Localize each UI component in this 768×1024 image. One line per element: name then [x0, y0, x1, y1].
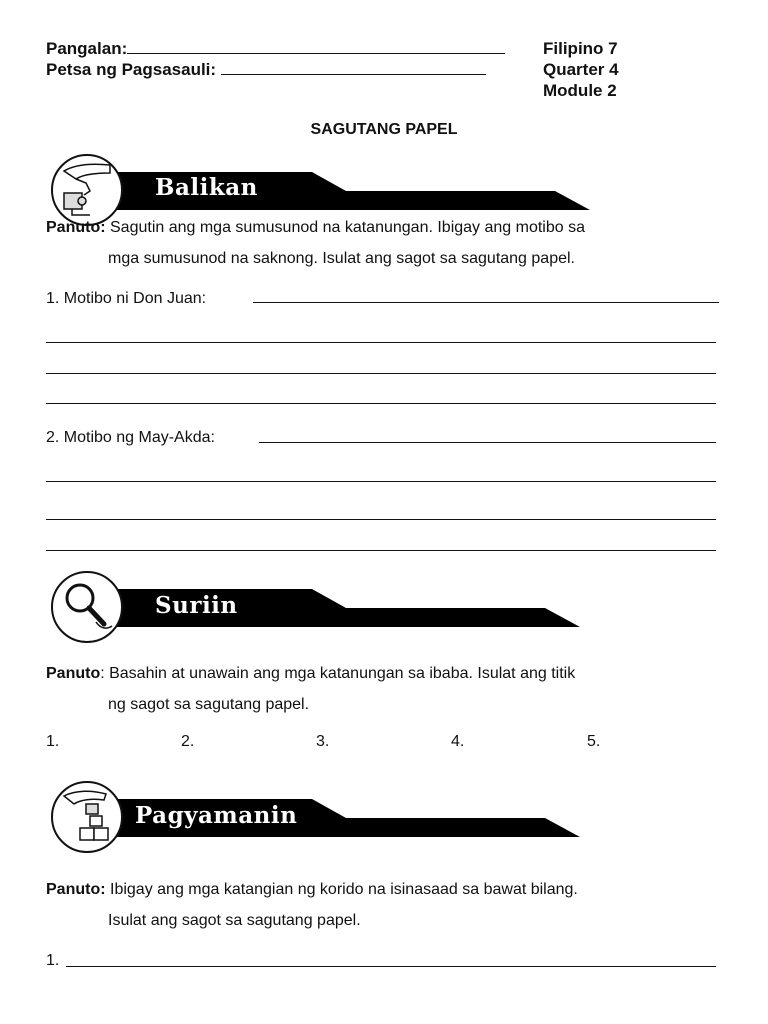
answer-numbers [0, 733, 768, 753]
balikan-q2 [46, 422, 215, 453]
answer-line[interactable] [46, 519, 716, 520]
answer-line[interactable] [46, 342, 716, 343]
pagyamanin-q1 [46, 945, 59, 976]
pagyamanin-heading: Pagyamanin [135, 802, 298, 829]
q1-label: 1. Motibo ni Don Juan: [46, 290, 207, 307]
answer-number: 5. [587, 733, 601, 750]
panuto-text-2: ng sagot sa sagutang papel. [108, 696, 310, 713]
balikan-heading: Balikan [155, 174, 258, 201]
date-field[interactable] [46, 59, 486, 80]
answer-number: 1. [46, 733, 60, 750]
date-label: Petsa ng Pagsasauli: [46, 60, 217, 79]
name-label: Pangalan: [46, 39, 128, 58]
balikan-instructions [46, 212, 726, 274]
pagyamanin-banner [50, 780, 590, 856]
date-blank[interactable] [221, 59, 486, 75]
subject-label: Filipino 7 [543, 39, 618, 58]
answer-number: 3. [316, 733, 330, 750]
answer-line[interactable] [46, 403, 716, 404]
panuto-text-1: Ibigay ang mga katangian ng korido na isinasaad sa bawat bilang. [110, 881, 578, 898]
panuto-text-1: : Basahin at unawain ang mga katanungan sa ibaba. Isulat ang titik [100, 665, 576, 682]
panuto-label: Panuto: [46, 219, 106, 236]
name-blank[interactable] [127, 38, 505, 54]
answer-line[interactable] [46, 481, 716, 482]
panuto-label: Panuto [46, 665, 101, 682]
suriin-banner [50, 570, 590, 646]
panuto-text-2: Isulat ang sagot sa sagutang papel. [108, 912, 361, 929]
answer-line[interactable] [46, 373, 716, 374]
answer-number: 4. [451, 733, 465, 750]
page-title: SAGUTANG PAPEL [310, 121, 458, 138]
suriin-instructions [46, 658, 726, 720]
answer-number: 2. [181, 733, 195, 750]
quarter-label: Quarter 4 [543, 60, 619, 79]
name-field[interactable] [46, 38, 505, 59]
balikan-q1 [46, 283, 206, 314]
panuto-text-1: Sagutin ang mga sumusunod na katanungan. Ibigay ang motibo sa [110, 219, 585, 236]
q1-answer-line[interactable] [66, 966, 716, 967]
q1-answer-line[interactable] [253, 302, 719, 303]
q1-label: 1. [46, 952, 60, 969]
module-label: Module 2 [543, 81, 617, 100]
answer-line[interactable] [46, 550, 716, 551]
panuto-label: Panuto: [46, 881, 106, 898]
suriin-heading: Suriin [155, 592, 238, 619]
pagyamanin-instructions [46, 874, 726, 936]
q2-label: 2. Motibo ng May-Akda: [46, 429, 215, 446]
q2-answer-line[interactable] [259, 442, 716, 443]
panuto-text-2: mga sumusunod na saknong. Isulat ang sagot sa sagutang papel. [108, 250, 575, 267]
